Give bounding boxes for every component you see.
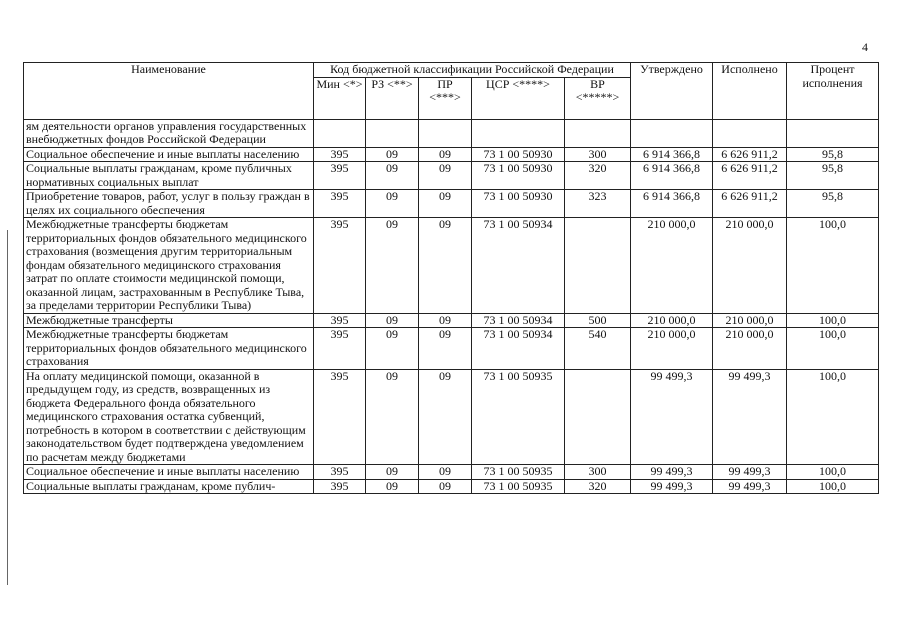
percent-cell: 95,8 bbox=[787, 147, 879, 162]
min-cell: 395 bbox=[314, 190, 366, 218]
min-cell: 395 bbox=[314, 218, 366, 314]
percent-cell: 100,0 bbox=[787, 313, 879, 328]
table-row bbox=[24, 162, 879, 190]
table-row bbox=[24, 328, 879, 370]
header-name: Наименование bbox=[24, 63, 314, 120]
pr-cell: 09 bbox=[419, 479, 472, 494]
csr-cell bbox=[472, 119, 565, 147]
approved-cell: 99 499,3 bbox=[631, 465, 713, 480]
min-cell: 395 bbox=[314, 162, 366, 190]
vr-cell: 300 bbox=[565, 147, 631, 162]
header-pr: ПР <***> bbox=[419, 77, 472, 119]
pr-cell: 09 bbox=[419, 313, 472, 328]
percent-cell: 100,0 bbox=[787, 328, 879, 370]
csr-cell: 73 1 00 50934 bbox=[472, 313, 565, 328]
budget-execution-table bbox=[23, 62, 879, 494]
name-cell: Межбюджетные трансферты бюджетам территориальных фондов обязательного медицинского страхования bbox=[24, 328, 314, 370]
table-row bbox=[24, 218, 879, 314]
executed-cell bbox=[713, 119, 787, 147]
rz-cell: 09 bbox=[366, 465, 419, 480]
pr-cell: 09 bbox=[419, 328, 472, 370]
csr-cell: 73 1 00 50934 bbox=[472, 218, 565, 314]
executed-cell: 6 626 911,2 bbox=[713, 162, 787, 190]
percent-cell: 100,0 bbox=[787, 465, 879, 480]
approved-cell: 210 000,0 bbox=[631, 313, 713, 328]
table-row bbox=[24, 190, 879, 218]
vr-cell bbox=[565, 119, 631, 147]
percent-cell: 100,0 bbox=[787, 369, 879, 465]
approved-cell: 6 914 366,8 bbox=[631, 162, 713, 190]
executed-cell: 6 626 911,2 bbox=[713, 147, 787, 162]
executed-cell: 210 000,0 bbox=[713, 218, 787, 314]
pr-cell: 09 bbox=[419, 218, 472, 314]
name-cell: ям деятельности органов управления государственных внебюджетных фондов Российской Федерации bbox=[24, 119, 314, 147]
approved-cell: 6 914 366,8 bbox=[631, 147, 713, 162]
vr-cell: 323 bbox=[565, 190, 631, 218]
approved-cell bbox=[631, 119, 713, 147]
percent-cell: 95,8 bbox=[787, 162, 879, 190]
csr-cell: 73 1 00 50930 bbox=[472, 162, 565, 190]
min-cell: 395 bbox=[314, 479, 366, 494]
approved-cell: 210 000,0 bbox=[631, 218, 713, 314]
pr-cell bbox=[419, 119, 472, 147]
percent-cell: 100,0 bbox=[787, 479, 879, 494]
table-row bbox=[24, 465, 879, 480]
min-cell: 395 bbox=[314, 147, 366, 162]
rz-cell: 09 bbox=[366, 162, 419, 190]
rz-cell bbox=[366, 119, 419, 147]
vr-cell: 540 bbox=[565, 328, 631, 370]
executed-cell: 99 499,3 bbox=[713, 465, 787, 480]
approved-cell: 6 914 366,8 bbox=[631, 190, 713, 218]
table-body bbox=[24, 63, 879, 494]
name-cell: Социальные выплаты гражданам, кроме публич- bbox=[24, 479, 314, 494]
header-executed: Исполнено bbox=[713, 63, 787, 120]
executed-cell: 6 626 911,2 bbox=[713, 190, 787, 218]
csr-cell: 73 1 00 50935 bbox=[472, 465, 565, 480]
name-cell: Социальные выплаты гражданам, кроме публичных нормативных социальных выплат bbox=[24, 162, 314, 190]
vr-cell bbox=[565, 218, 631, 314]
min-cell: 395 bbox=[314, 465, 366, 480]
rz-cell: 09 bbox=[366, 218, 419, 314]
pr-cell: 09 bbox=[419, 465, 472, 480]
header-budget-code: Код бюджетной классификации Российской Федерации bbox=[314, 63, 631, 78]
vr-cell: 320 bbox=[565, 162, 631, 190]
header-rz: РЗ <**> bbox=[366, 77, 419, 119]
page-number: 4 bbox=[862, 40, 868, 54]
table-row bbox=[24, 313, 879, 328]
header-row-1 bbox=[24, 63, 879, 78]
min-cell bbox=[314, 119, 366, 147]
name-cell: Социальное обеспечение и иные выплаты населению bbox=[24, 147, 314, 162]
name-cell: Межбюджетные трансферты бюджетам территориальных фондов обязательного медицинского страхования (возмещения другим территориальным фондам обязательного медицинского страхования затрат по оплате стоимости медицинской помощи, оказанной лицам, застрахованным в Республике Тыва, за пределами территории Республики Тыва) bbox=[24, 218, 314, 314]
pr-cell: 09 bbox=[419, 369, 472, 465]
table-row bbox=[24, 479, 879, 494]
csr-cell: 73 1 00 50930 bbox=[472, 190, 565, 218]
pr-cell: 09 bbox=[419, 190, 472, 218]
rz-cell: 09 bbox=[366, 369, 419, 465]
margin-line bbox=[7, 230, 8, 585]
executed-cell: 99 499,3 bbox=[713, 369, 787, 465]
csr-cell: 73 1 00 50930 bbox=[472, 147, 565, 162]
header-approved: Утверждено bbox=[631, 63, 713, 120]
rz-cell: 09 bbox=[366, 479, 419, 494]
approved-cell: 99 499,3 bbox=[631, 479, 713, 494]
executed-cell: 210 000,0 bbox=[713, 328, 787, 370]
rz-cell: 09 bbox=[366, 147, 419, 162]
rz-cell: 09 bbox=[366, 190, 419, 218]
header-csr: ЦСР <****> bbox=[472, 77, 565, 119]
vr-cell bbox=[565, 369, 631, 465]
name-cell: На оплату медицинской помощи, оказанной в предыдущем году, из средств, возвращенных из бюджета Федерального фонда обязательного медицинского страхования остатка субвенций, потребность в котором в соответствии с действующим законодательством будет подтверждена уведомлением по расчетам между бюджетами bbox=[24, 369, 314, 465]
name-cell: Социальное обеспечение и иные выплаты населению bbox=[24, 465, 314, 480]
name-cell: Межбюджетные трансферты bbox=[24, 313, 314, 328]
table-row bbox=[24, 147, 879, 162]
header-min: Мин <*> bbox=[314, 77, 366, 119]
csr-cell: 73 1 00 50934 bbox=[472, 328, 565, 370]
rz-cell: 09 bbox=[366, 328, 419, 370]
csr-cell: 73 1 00 50935 bbox=[472, 479, 565, 494]
executed-cell: 99 499,3 bbox=[713, 479, 787, 494]
vr-cell: 300 bbox=[565, 465, 631, 480]
percent-cell: 100,0 bbox=[787, 218, 879, 314]
csr-cell: 73 1 00 50935 bbox=[472, 369, 565, 465]
approved-cell: 99 499,3 bbox=[631, 369, 713, 465]
table-row bbox=[24, 119, 879, 147]
rz-cell: 09 bbox=[366, 313, 419, 328]
percent-cell: 95,8 bbox=[787, 190, 879, 218]
table-row bbox=[24, 369, 879, 465]
approved-cell: 210 000,0 bbox=[631, 328, 713, 370]
min-cell: 395 bbox=[314, 328, 366, 370]
min-cell: 395 bbox=[314, 369, 366, 465]
executed-cell: 210 000,0 bbox=[713, 313, 787, 328]
percent-cell bbox=[787, 119, 879, 147]
pr-cell: 09 bbox=[419, 147, 472, 162]
name-cell: Приобретение товаров, работ, услуг в пользу граждан в целях их социального обеспечения bbox=[24, 190, 314, 218]
header-percent: Процент исполнения bbox=[787, 63, 879, 120]
header-vr: ВР <*****> bbox=[565, 77, 631, 119]
min-cell: 395 bbox=[314, 313, 366, 328]
pr-cell: 09 bbox=[419, 162, 472, 190]
vr-cell: 500 bbox=[565, 313, 631, 328]
vr-cell: 320 bbox=[565, 479, 631, 494]
